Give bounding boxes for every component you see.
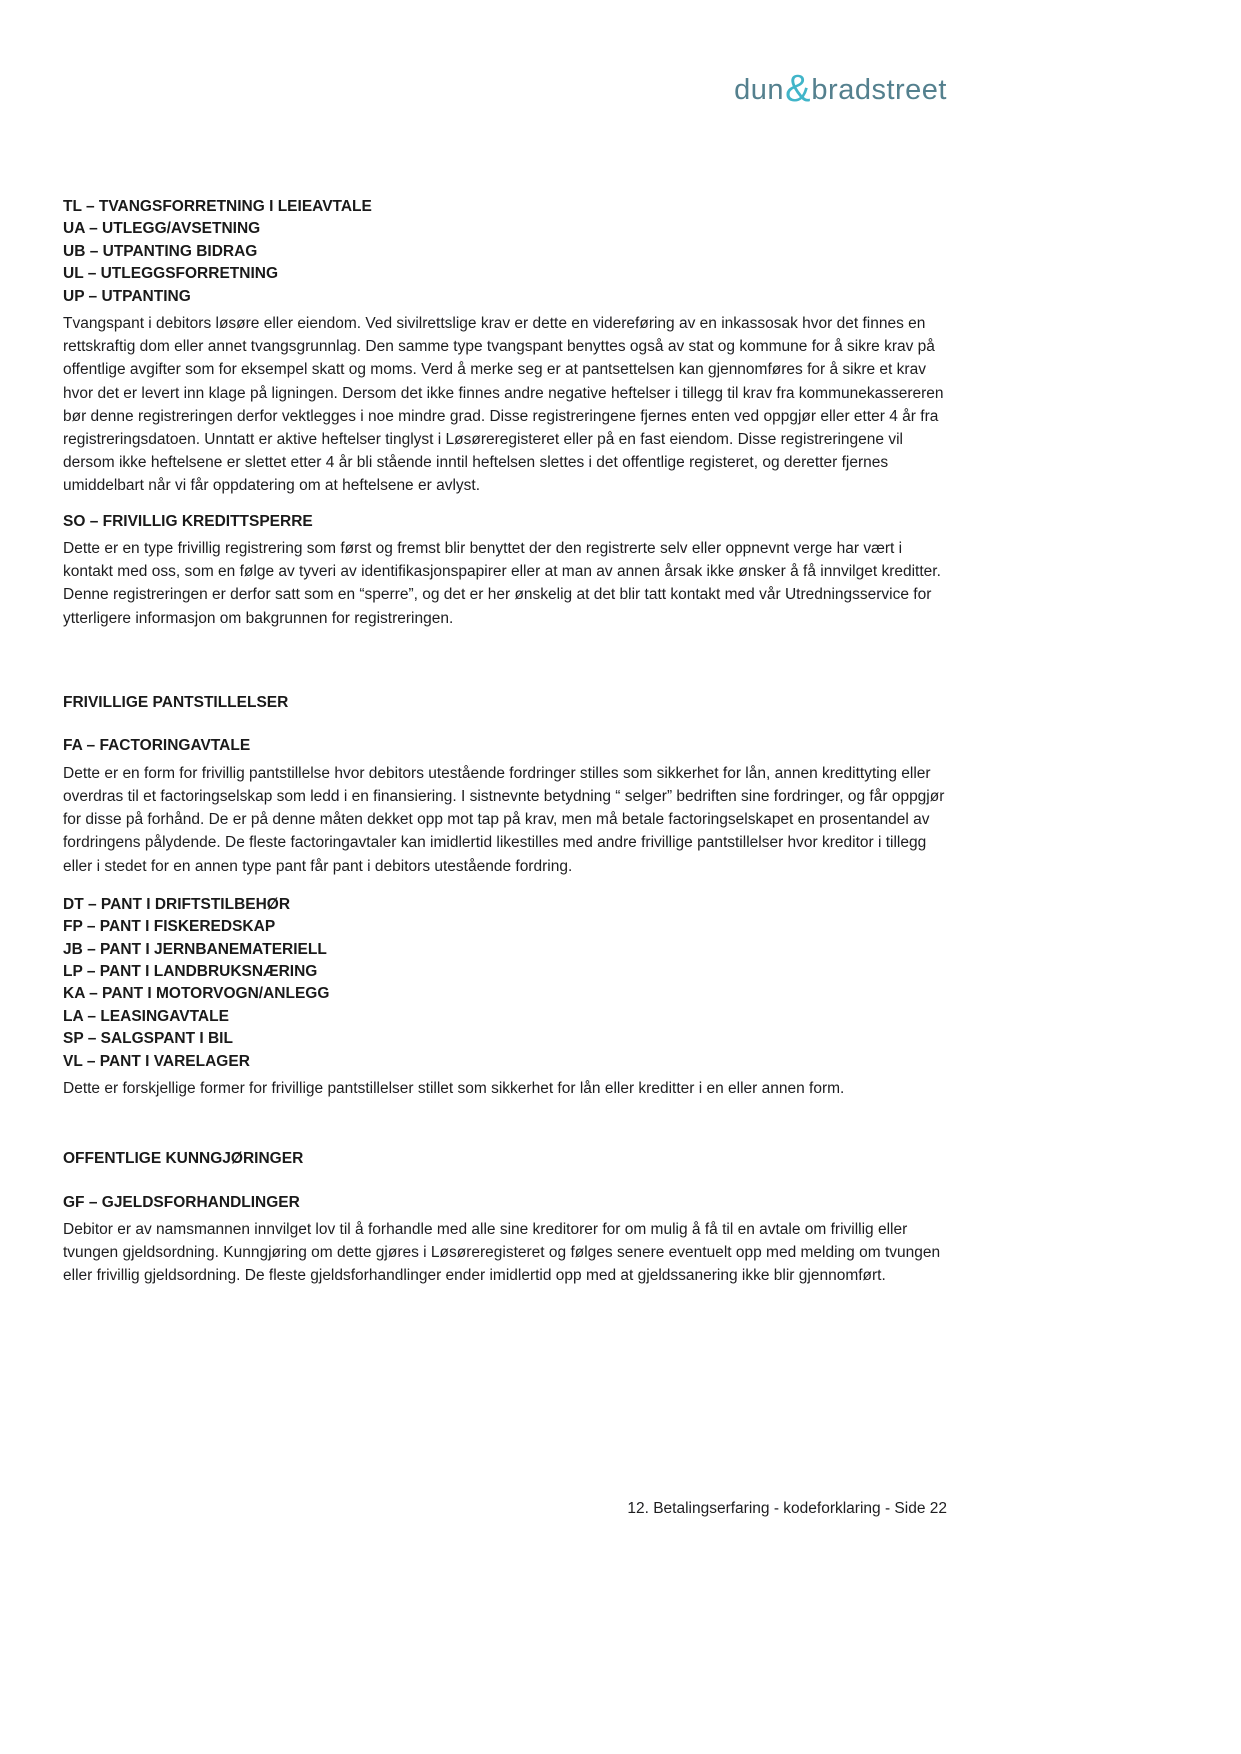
code-group-gjeldsforhandlinger [63,1192,947,1288]
code-heading: FP – PANT I FISKEREDSKAP [63,918,276,936]
code-heading: DT – PANT I DRIFTSTILBEHØR [63,895,291,913]
code-heading: UA – UTLEGG/AVSETNING [63,220,261,238]
code-heading: UB – UTPANTING BIDRAG [63,242,258,260]
paragraph: Dette er en form for frivillig pantstillelse hvor debitors utestående fordringer stilles som sikkerhet for lån, annen kredittyting eller overdras til et factoringselskap som ledd i en finansiering. I sistnevnte betydning “ selger” bedriften sine fordringer, og får oppgjør for disse på forhånd. De er på denne måten dekket opp mot tap på krav, men må betale factoringselskapet en prosentandel av fordringens pålydende. De fleste factoringavtaler kan imidlertid likestilles med andre frivillige pantstillelser hvor kreditor i tillegg eller i stedet for en annen type pant får pant i debitors utestående fordring. [63,764,945,875]
logo-text-dun: dun [734,74,785,106]
paragraph: Dette er en type frivillig registrering som først og fremst blir benyttet der den registrerte selv eller oppnevnt verge har vært i kontakt med oss, som en følge av tyveri av identifikasjonspapirer eller at man av annen årsak ikke ønsker å få innvilget kreditter. Denne registreringen er derfor satt som en “sperre”, og det er her ønskelig at det blir tatt kontakt med vår Utredningsservice for ytterligere informasjon om bakgrunnen for registreringen. [63,540,941,627]
code-heading: KA – PANT I MOTORVOGN/ANLEGG [63,985,330,1003]
code-heading: LA – LEASINGAVTALE [63,1007,229,1025]
code-heading: SO – FRIVILLIG KREDITTSPERRE [63,512,313,530]
code-heading: GF – GJELDSFORHANDLINGER [63,1193,300,1211]
code-heading: UL – UTLEGGSFORRETNING [63,265,279,283]
section-heading-offentlige-kunngjoringer: OFFENTLIGE KUNNGJØRINGER [63,1150,304,1168]
ampersand-icon: & [785,68,811,110]
section-heading-frivillige-pantstillelser: FRIVILLIGE PANTSTILLELSER [63,693,289,711]
code-heading: VL – PANT I VARELAGER [63,1052,250,1070]
code-group-kredittsperre [63,511,947,630]
code-group-tvangspant [63,196,947,498]
paragraph: Debitor er av namsmannen innvilget lov til å forhandle med alle sine kreditorer for om mulig å få til en avtale om frivillig eller tvungen gjeldsordning. Kunngjøring om dette gjøres i Løsøreregisteret og følges senere eventuelt opp med melding om tvungen eller frivillig gjeldsordning. De fleste gjeldsforhandlinger ender imidlertid opp med at gjeldssanering ikke blir gjennomført. [63,1220,941,1285]
page-footer: 12. Betalingserfaring - kodeforklaring - Side 22 [627,1500,947,1517]
code-heading: SP – SALGSPANT I BIL [63,1030,233,1048]
document-body [63,0,947,1288]
code-heading: LP – PANT I LANDBRUKSNÆRING [63,962,318,980]
logo-text-bradstreet: bradstreet [811,74,947,106]
code-heading: FA – FACTORINGAVTALE [63,737,251,755]
code-heading: UP – UTPANTING [63,287,191,305]
code-heading: TL – TVANGSFORRETNING I LEIEAVTALE [63,198,372,215]
paragraph: Dette er forskjellige former for frivillige pantstillelser stillet som sikkerhet for lån eller kreditter i en eller annen form. [63,1079,845,1097]
code-group-factoring [63,735,947,877]
code-group-pant [63,894,947,1100]
paragraph: Tvangspant i debitors løsøre eller eiendom. Ved sivilrettslige krav er dette en videreføring av en inkassosak hvor det finnes en rettskraftig dom eller annet tvangsgrunnlag. Den samme type tvangspant benyttes også av stat og kommune for å sikre krav på offentlige avgifter som for eksempel skatt og moms. Verd å merke seg er at pantsettelsen kan gjennomføres for å sikre et krav hvor det er levert inn klage på ligningen. Dersom det ikke finnes andre negative heftelser i tillegg til krav fra kommunekassereren bør denne registreringen derfor vektlegges i noe mindre grad. Disse registreringene fjernes enten ved oppgjør eller etter 4 år fra registreringsdatoen. Unntatt er aktive heftelser tinglyst i Løsøreregisteret eller på en fast eiendom. Disse registreringene vil dersom ikke heftelsene er slettet etter 4 år bli stående inntil heftelsen slettes i det offentlige registeret, og deretter fjernes umiddelbart når vi får oppdatering om at heftelsene er avlyst. [63,315,944,495]
code-heading: JB – PANT I JERNBANEMATERIELL [63,940,327,958]
